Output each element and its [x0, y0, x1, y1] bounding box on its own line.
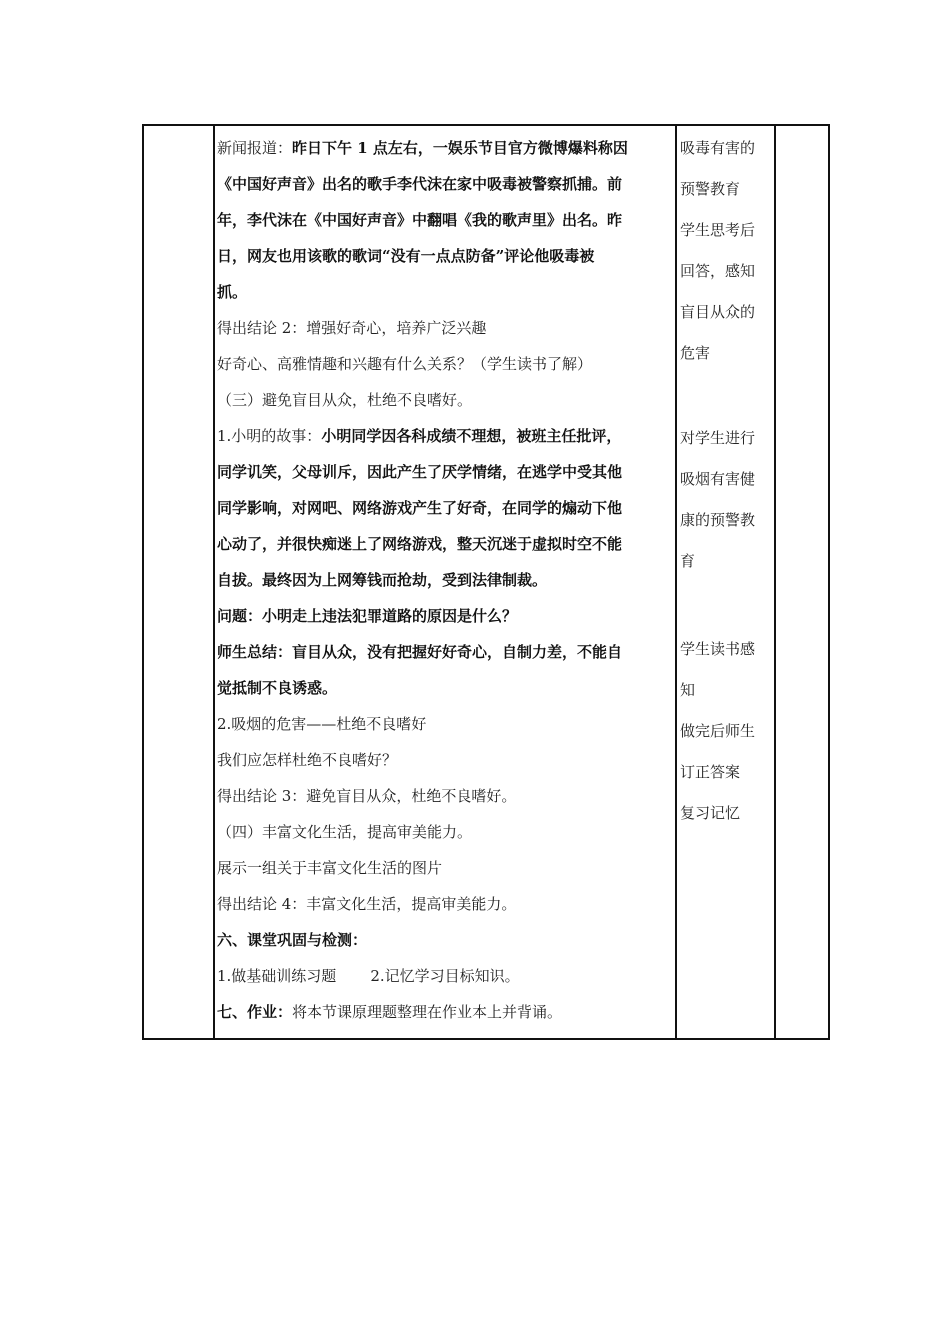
- homework-label: 七、作业：: [217, 1003, 293, 1021]
- story-line-2: 同学讥笑，父母训斥，因此产生了厌学情绪，在逃学中受其他: [217, 463, 623, 481]
- conclusion-4: 得出结论 4：丰富文化生活，提高审美能力。: [217, 895, 517, 913]
- note-line: 育: [680, 552, 696, 570]
- task-1: 1.做基础训练习题: [217, 967, 337, 985]
- show-pictures: 展示一组关于丰富文化生活的图片: [217, 859, 443, 877]
- empty-cell-left: [143, 125, 214, 1039]
- story-line-3: 同学影响，对网吧、网络游戏产生了好奇，在同学的煽动下他: [217, 499, 623, 517]
- news-label: 新闻报道：: [217, 139, 293, 157]
- note-line: 回答，感知: [680, 262, 756, 280]
- lesson-plan-table: [142, 124, 830, 1040]
- story-label: 1.小明的故事：: [217, 427, 322, 445]
- news-line-5: 抓。: [217, 283, 248, 301]
- note-line: 做完后师生: [680, 722, 756, 740]
- note-line: 知: [680, 681, 696, 699]
- teaching-notes-cell: [676, 125, 775, 1039]
- question-story: 问题：小明走上违法犯罪道路的原因是什么？: [217, 607, 518, 625]
- news-line-3: 年，李代沫在《中国好声音》中翻唱《我的歌声里》出名。昨: [217, 211, 623, 229]
- question-curiosity: 好奇心、高雅情趣和兴趣有什么关系？（学生读书了解）: [217, 355, 593, 373]
- story-line-4: 心动了，并很快痴迷上了网络游戏，整天沉迷于虚拟时空不能: [217, 535, 623, 553]
- note-line: 康的预警教: [680, 511, 756, 529]
- note-line: 预警教育: [680, 180, 741, 198]
- story-line-1: 1.小明的故事：小明同学因各科成绩不理想，被班主任批评，: [217, 427, 622, 445]
- homework-text: 将本节课原理题整理在作业本上并背诵。: [292, 1003, 563, 1021]
- summary-line-1: 师生总结：盲目从众，没有把握好好奇心，自制力差，不能自: [217, 643, 623, 661]
- conclusion-2: 得出结论 2：增强好奇心，培养广泛兴趣: [217, 319, 487, 337]
- note-line: 危害: [680, 344, 711, 362]
- section-6-title: 六、课堂巩固与检测：: [217, 931, 368, 949]
- note-line: 学生思考后: [680, 221, 756, 239]
- note-line: 复习记忆: [680, 804, 741, 822]
- homework-line: [217, 994, 672, 1030]
- table-row: [143, 125, 829, 1039]
- story-line-5: 自拔。最终因为上网筹钱而抢劫，受到法律制裁。: [217, 571, 548, 589]
- tasks-line: [217, 958, 672, 994]
- empty-cell-right: [775, 125, 829, 1039]
- conclusion-3: 得出结论 3：避免盲目从众，杜绝不良嗜好。: [217, 787, 517, 805]
- summary-line-2: 觉抵制不良诱惑。: [217, 679, 338, 697]
- note-line: 订正答案: [680, 763, 741, 781]
- section-3-title: （三）避免盲目从众，杜绝不良嗜好。: [217, 391, 473, 409]
- news-line-2: 《中国好声音》出名的歌手李代沫在家中吸毒被警察抓捕。前: [217, 175, 623, 193]
- news-line-1: 新闻报道：昨日下午 1 点左右，一娱乐节目官方微博爆料称因: [217, 139, 628, 157]
- smoking-title: 2.吸烟的危害——杜绝不良嗜好: [217, 715, 427, 733]
- note-line: 吸烟有害健: [680, 470, 756, 488]
- section-4-title: （四）丰富文化生活，提高审美能力。: [217, 823, 473, 841]
- news-line-4: 日，网友也用该歌的歌词“没有一点点防备”评论他吸毒被: [217, 247, 595, 265]
- note-line: 盲目从众的: [680, 303, 756, 321]
- teaching-content-cell: [214, 125, 676, 1039]
- smoking-question: 我们应怎样杜绝不良嗜好？: [217, 751, 398, 769]
- note-line: 吸毒有害的: [680, 139, 756, 157]
- note-line: 学生读书感: [680, 640, 756, 658]
- task-2: 2.记忆学习目标知识。: [370, 967, 520, 985]
- note-line: 对学生进行: [680, 429, 756, 447]
